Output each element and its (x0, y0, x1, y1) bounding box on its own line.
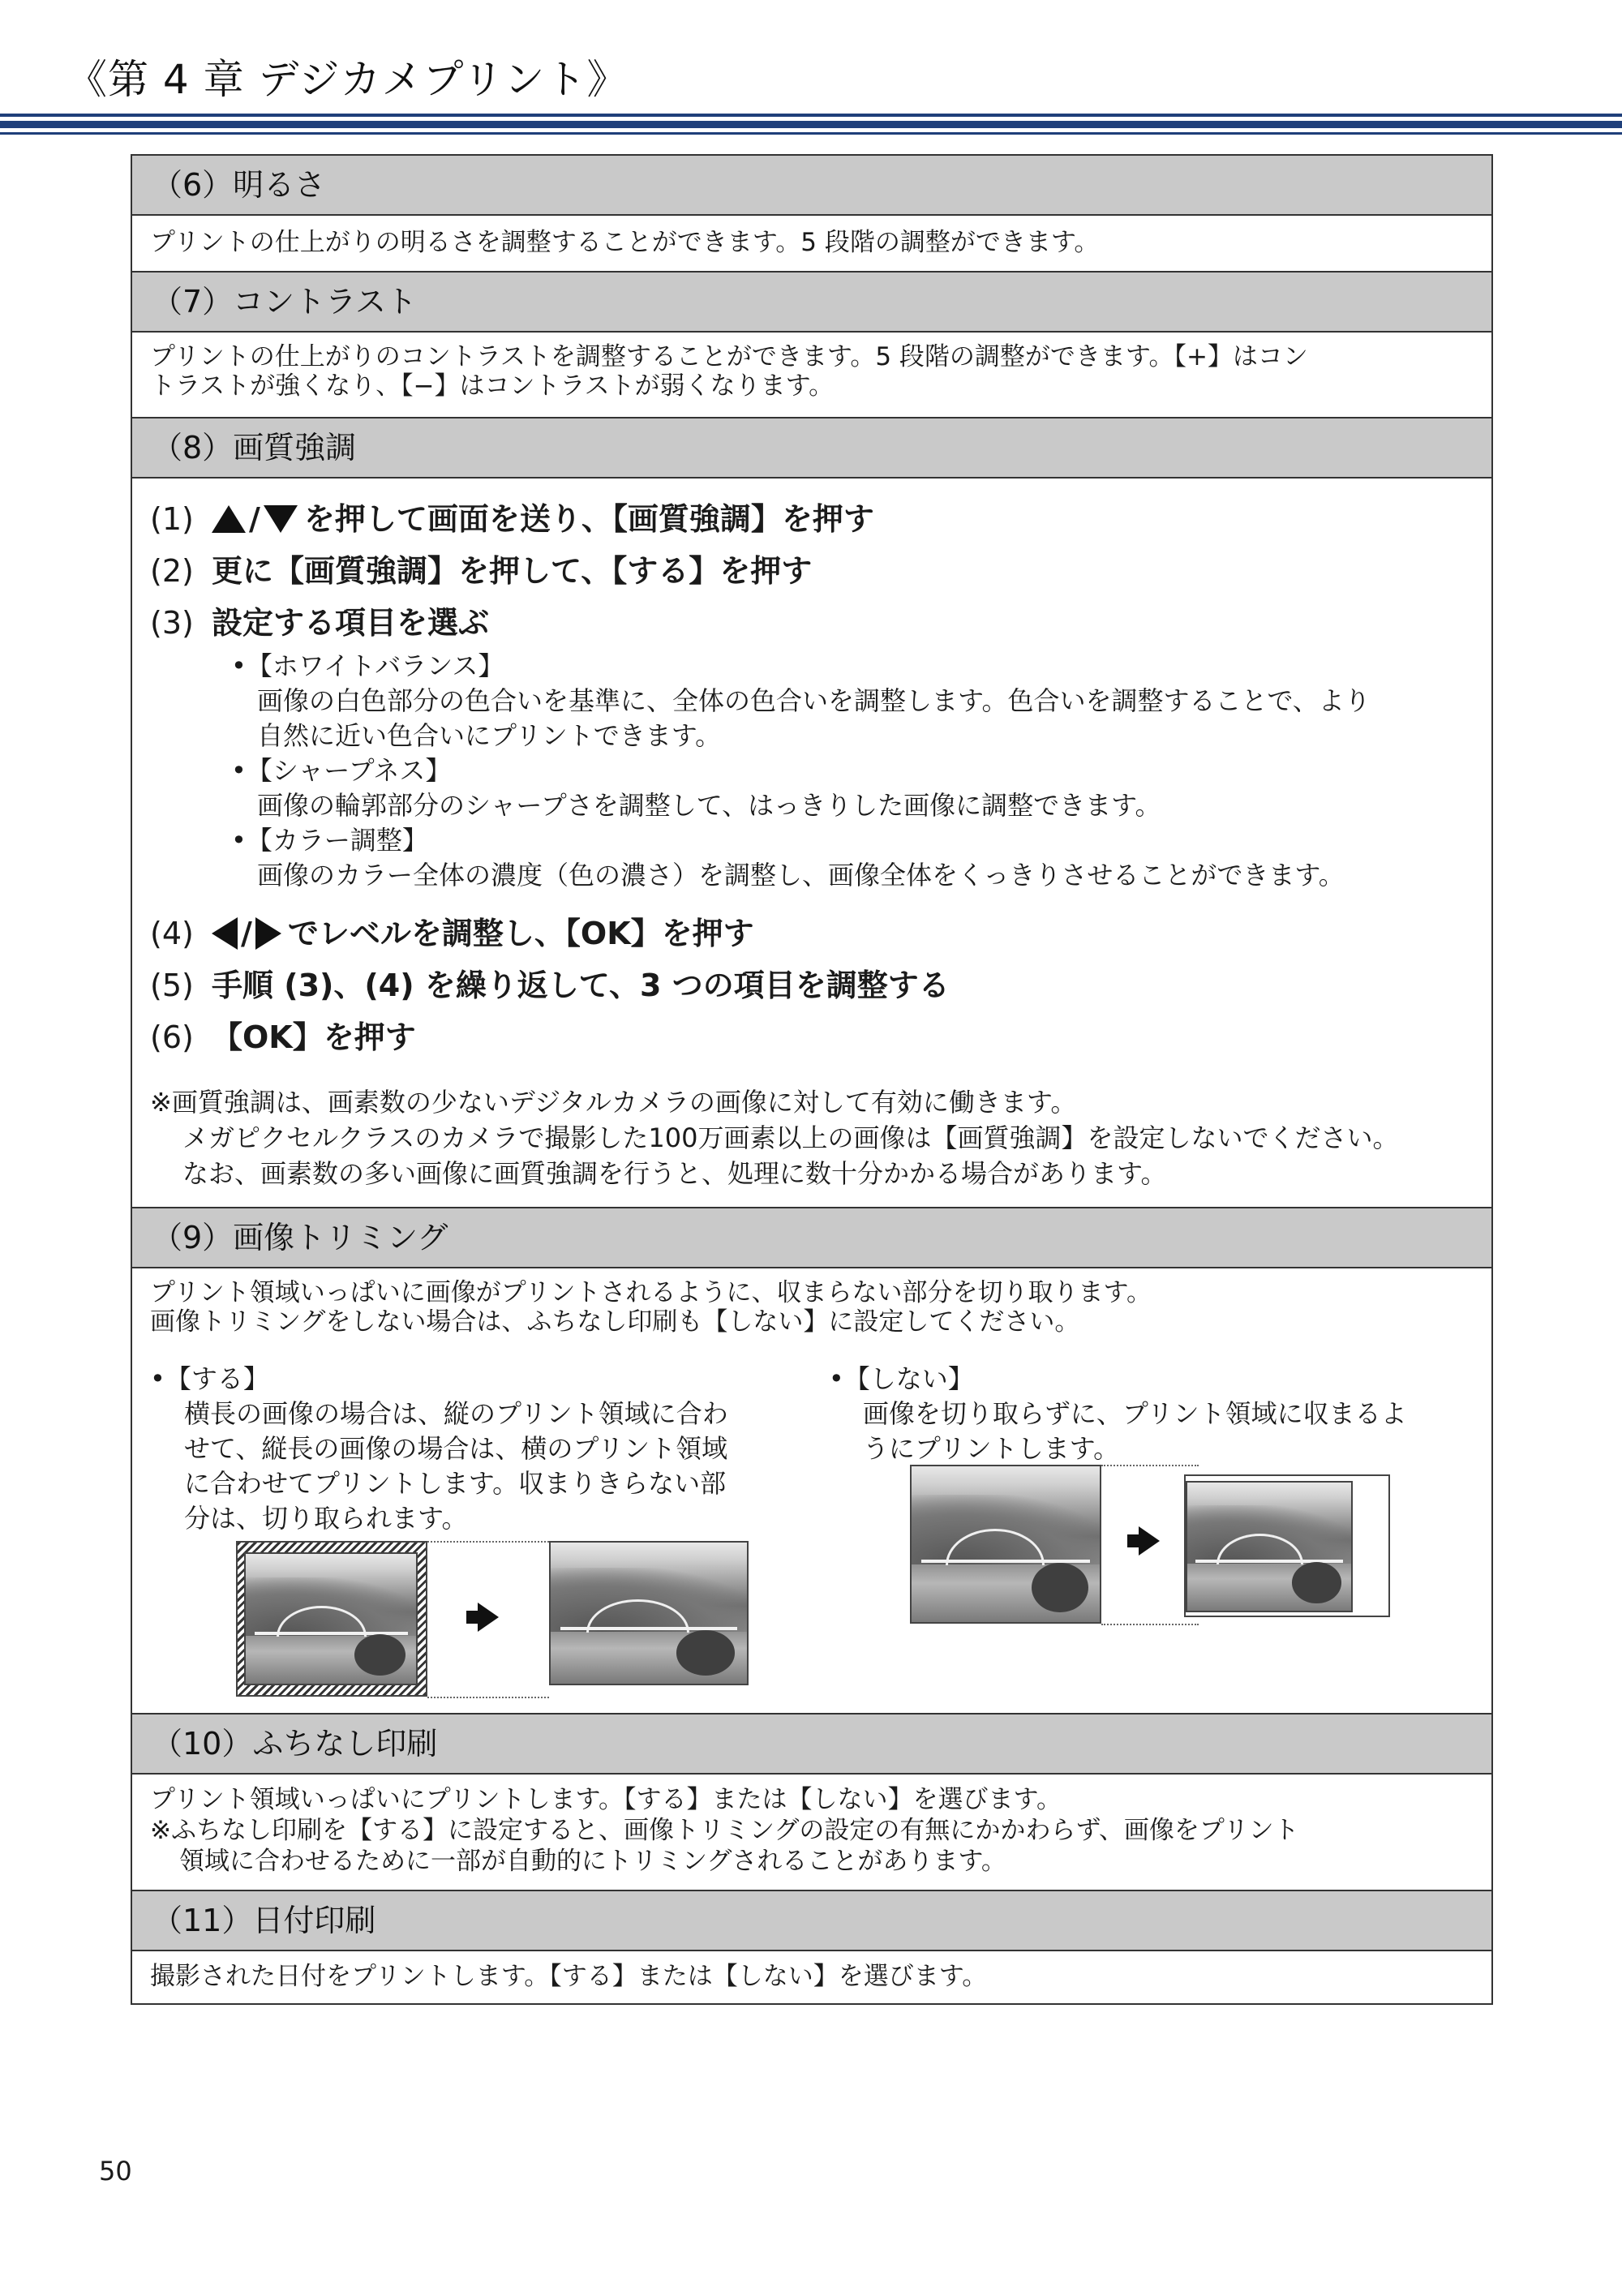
header-rule (0, 121, 1622, 128)
step-text: 【OK】を押す (212, 1019, 416, 1055)
section-brightness-body (132, 216, 1491, 273)
option-desc: 画像の輪郭部分のシャープさを調整して、はっきりした画像に調整できます。 (257, 790, 1161, 821)
option-desc: 画像の白色部分の色合いを基準に、全体の色合いを調整します。色合いを調整することで、より (257, 685, 1371, 716)
quality-step (150, 908, 1475, 959)
trimming-on-line: に合わせてプリントします。収まりきらない部 (184, 1468, 727, 1499)
option-label: •【ホワイトバランス】 (231, 650, 504, 681)
trimming-off-line: 画像を切り取らずに、プリント領域に収まるよ (862, 1398, 1407, 1429)
step-text: 手順 (3)、(4) を繰り返して、3 つの項目を調整する (212, 968, 950, 1003)
slash-separator: / (241, 916, 252, 951)
borderless-text-line: 領域に合わせるために一部が自動的にトリミングされることがあります。 (179, 1847, 1006, 1876)
date-text: 撮影された日付をプリントします。【する】または【しない】を選びます。 (150, 1962, 988, 1991)
trimming-on-line: 横長の画像の場合は、縦のプリント領域に合わ (184, 1398, 728, 1429)
arrow-right-icon (478, 1603, 499, 1632)
section-quality-body (132, 479, 1491, 1208)
step-text: でレベルを調整し、【OK】を押す (287, 916, 754, 951)
trimming-on-line: 分は、切り取られます。 (184, 1503, 468, 1534)
up-triangle-icon (212, 505, 246, 533)
step-text: 更に【画質強調】を押して、【する】を押す (212, 553, 813, 589)
quality-note (150, 1084, 1475, 1191)
trimming-off-label: •【しない】 (828, 1363, 974, 1394)
section-borderless-body (132, 1775, 1491, 1891)
borderless-text-line: ※ふちなし印刷を【する】に設定すると、画像トリミングの設定の有無にかかわらず、画像をプリント (150, 1816, 1299, 1845)
printed-photo-image (549, 1541, 749, 1685)
trimming-on-line: せて、縦長の画像の場合は、横のプリント領域 (184, 1433, 728, 1464)
section-quality-title: （8）画質強調 (132, 418, 1491, 479)
step-text: を押して画面を送り、【画質強調】を押す (303, 501, 874, 537)
printed-photo-image (1186, 1481, 1353, 1612)
borderless-text-line: プリント領域いっぱいにプリントします。【する】または【しない】を選びます。 (150, 1785, 1062, 1814)
section-brightness-title: （6）明るさ (132, 156, 1491, 216)
guide-dotted-line (1101, 1465, 1199, 1466)
step-number: (4) (150, 916, 194, 951)
arrow-right-icon (1139, 1526, 1160, 1556)
arrow-right-icon (1127, 1534, 1139, 1547)
section-date-title: （11）日付印刷 (132, 1891, 1491, 1951)
header-rule (0, 132, 1622, 135)
guide-dotted-line (427, 1541, 549, 1543)
header-rule (0, 114, 1622, 117)
section-contrast-title: （7）コントラスト (132, 273, 1491, 333)
contrast-text-line: トラストが強くなり、【−】はコントラストが弱くなります。 (150, 371, 835, 401)
trimming-off-line: うにプリントします。 (862, 1433, 1120, 1464)
down-triangle-icon (264, 505, 298, 533)
note-line: メガピクセルクラスのカメラで撮影した100万画素以上の画像は【画質強調】を設定しないでください。 (182, 1122, 1399, 1153)
quality-step (150, 493, 1475, 545)
brightness-text: プリントの仕上がりの明るさを調整することができます。5 段階の調整ができます。 (150, 228, 1100, 257)
landscape-photo-image (244, 1552, 418, 1685)
step-number: (5) (150, 968, 194, 1003)
option-desc: 画像のカラー全体の濃度（色の濃さ）を調整し、画像全体をくっきりさせることができます。 (257, 860, 1345, 891)
trimming-text-line: 画像トリミングをしない場合は、ふちなし印刷も【しない】に設定してください。 (150, 1307, 1080, 1337)
section-date-body (132, 1951, 1491, 2003)
guide-dotted-line (427, 1697, 549, 1698)
option-label: •【シャープネス】 (231, 755, 452, 786)
quality-step (150, 959, 1475, 1011)
note-line: なお、画素数の多い画像に画質強調を行うと、処理に数十分かかる場合があります。 (182, 1158, 1167, 1189)
note-line: ※画質強調は、画素数の少ないデジタルカメラの画像に対して有効に働きます。 (150, 1087, 1077, 1118)
quality-step (150, 545, 1475, 597)
trimming-on-label: •【する】 (150, 1363, 269, 1394)
section-borderless-title: （10）ふちなし印刷 (132, 1714, 1491, 1775)
trimming-on-option (150, 1361, 829, 1702)
trimming-off-option (829, 1361, 1475, 1702)
step-number: (2) (150, 553, 194, 589)
quality-step (150, 597, 1475, 649)
chapter-title: 《第 4 章 デジカメプリント》 (67, 56, 629, 103)
quality-options (150, 649, 1475, 893)
step-number: (1) (150, 501, 194, 537)
option-label: •【カラー調整】 (231, 825, 428, 856)
contrast-text-line: プリントの仕上がりのコントラストを調整することができます。5 段階の調整ができます。【+】はコン (150, 342, 1308, 371)
step-text: 設定する項目を選ぶ (212, 605, 490, 641)
quality-step (150, 1011, 1475, 1063)
guide-dotted-line (1101, 1624, 1199, 1625)
section-trimming-title: （9）画像トリミング (132, 1208, 1491, 1268)
landscape-photo-image (910, 1465, 1101, 1624)
trimming-text-line: プリント領域いっぱいに画像がプリントされるように、収まらない部分を切り取ります。 (150, 1278, 1152, 1307)
right-triangle-icon (255, 917, 281, 950)
step-number: (6) (150, 1019, 194, 1055)
left-triangle-icon (212, 917, 238, 950)
section-contrast-body (132, 333, 1491, 418)
option-desc: 自然に近い色合いにプリントできます。 (257, 720, 722, 751)
step-number: (3) (150, 605, 194, 641)
section-trimming-body (132, 1268, 1491, 1714)
slash-separator: / (249, 501, 260, 537)
page-number: 50 (99, 2156, 132, 2187)
arrow-right-icon (466, 1611, 478, 1624)
settings-table (131, 154, 1493, 2005)
trimming-options (150, 1361, 1475, 1702)
